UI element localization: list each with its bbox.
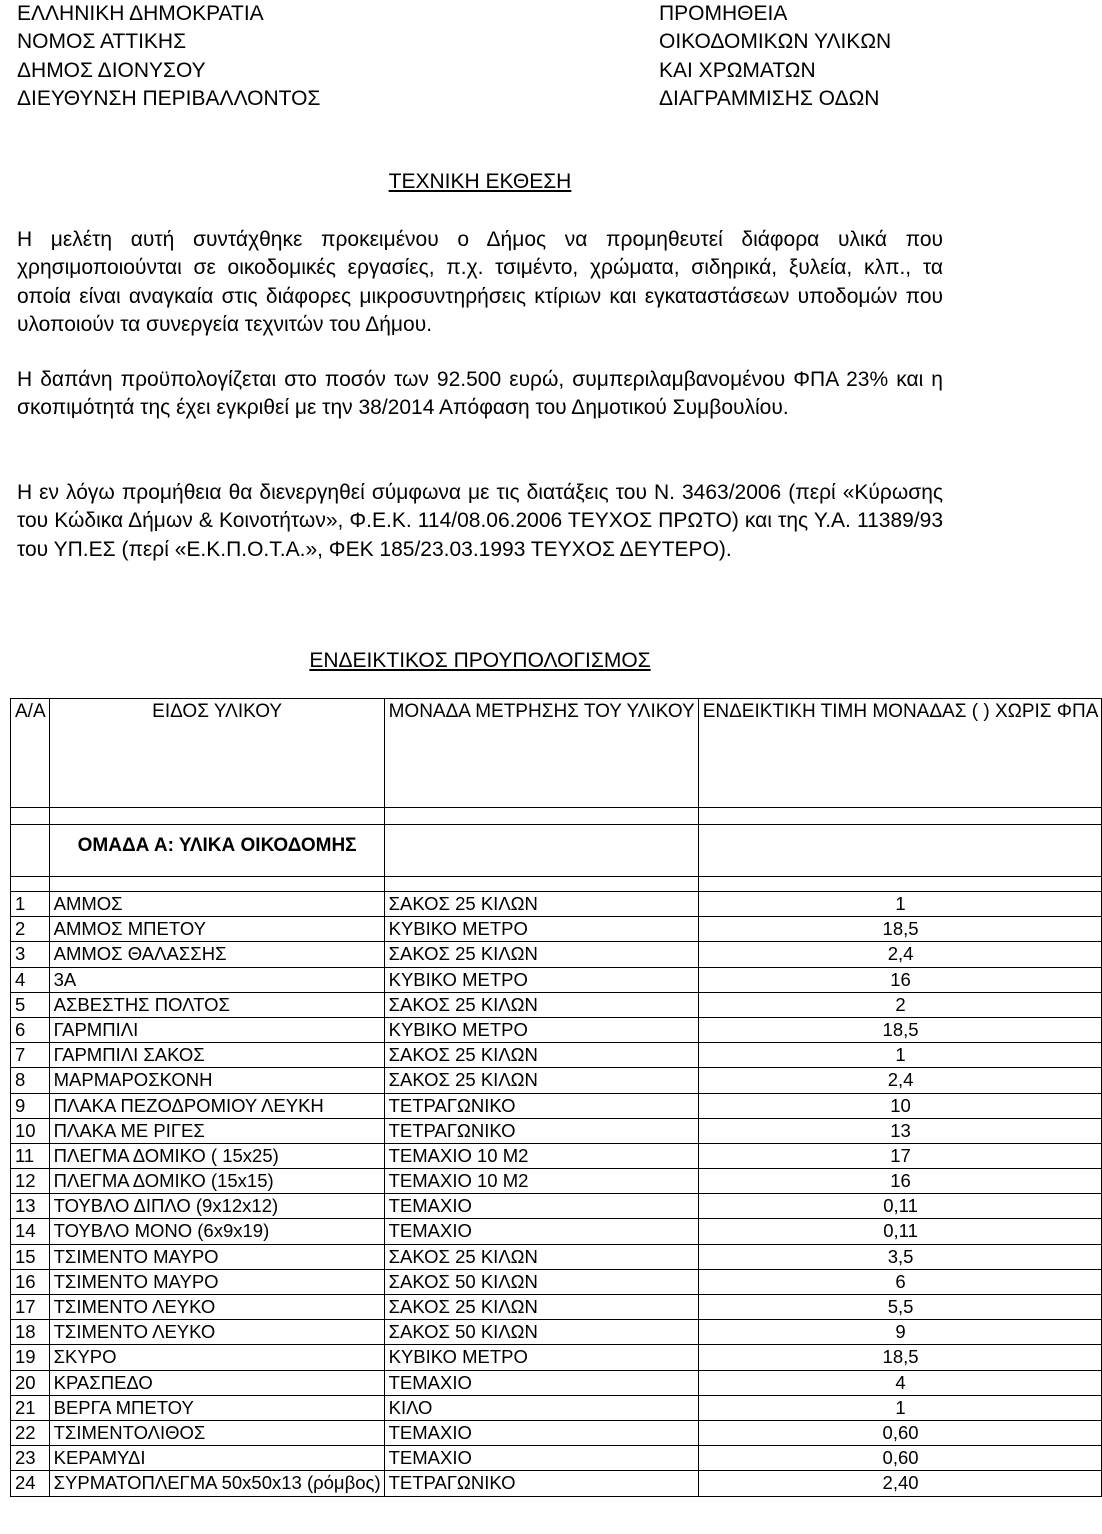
- paragraph-legal-basis: Η εν λόγω προμήθεια θα διενεργηθεί σύμφωνα με τις διατάξεις του Ν. 3463/2006 (περί «Κύρωσης του Κώδικα Δήμων & Κοινοτήτων», Φ.Ε.Κ. 114/08.06.2006 ΤΕΥΧΟΣ ΠΡΩΤΟ) και της Υ.Α. 11389/93 του ΥΠ.ΕΣ (περί «Ε.Κ.Π.Ο.Τ.Α.», ΦΕΚ 185/23.03.1993 ΤΕΥΧΟΣ ΔΕΥΤΕΡΟ).: [17, 481, 943, 561]
- row-price: 6: [698, 1269, 1102, 1294]
- issuer-line: ΔΙΕΥΘΥΝΣΗ ΠΕΡΙΒΑΛΛΟΝΤΟΣ: [17, 86, 321, 110]
- row-price: 18,5: [698, 1017, 1102, 1042]
- row-number: 10: [11, 1118, 50, 1143]
- row-material: ΜΑΡΜΑΡΟΣΚΟΝΗ: [49, 1068, 384, 1093]
- row-unit: ΤΕΜΑΧΙΟ: [384, 1194, 698, 1219]
- header-material: ΕΙΔΟΣ ΥΛΙΚΟΥ: [49, 699, 384, 808]
- row-material: ΠΛΕΓΜΑ ΔΟΜΙΚΟ (15x15): [49, 1169, 384, 1194]
- header-aa: Α/Α: [11, 699, 50, 808]
- row-number: 11: [11, 1143, 50, 1168]
- paragraph-cost: Η δαπάνη προϋπολογίζεται στο ποσόν των 92.500 ευρώ, συμπεριλαμβανομένου ΦΠΑ 23% και η σκοπιμότητά της έχει εγκριθεί με την 38/2014 Απόφαση του Δημοτικού Συμβουλίου.: [17, 368, 943, 420]
- table-row: [11, 1194, 1102, 1219]
- table-row: [11, 992, 1102, 1017]
- table-row: [11, 1395, 1102, 1420]
- budget-title: ΕΝΔΕΙΚΤΙΚΟΣ ΠΡΟΥΠΟΛΟΓΙΣΜΟΣ: [309, 649, 651, 672]
- row-number: 12: [11, 1169, 50, 1194]
- row-number: 19: [11, 1345, 50, 1370]
- table-row: [11, 1219, 1102, 1244]
- row-material: ΣΚΥΡΟ: [49, 1345, 384, 1370]
- row-number: 16: [11, 1269, 50, 1294]
- table-header-row: [11, 699, 1102, 808]
- table-row: [11, 1017, 1102, 1042]
- row-material: ΑΜΜΟΣ: [49, 892, 384, 917]
- row-number: 6: [11, 1017, 50, 1042]
- row-unit: ΣΑΚΟΣ 25 ΚΙΛΩΝ: [384, 1068, 698, 1093]
- row-number: 22: [11, 1420, 50, 1445]
- table-row: [11, 1269, 1102, 1294]
- row-unit: ΤΕΤΡΑΓΩΝΙΚΟ: [384, 1471, 698, 1496]
- row-material: ΠΛΕΓΜΑ ΔΟΜΙΚΟ ( 15x25): [49, 1143, 384, 1168]
- spacer-row: [11, 808, 1102, 825]
- report-title: ΤΕΧΝΙΚΗ ΕΚΘΕΣΗ: [388, 170, 572, 193]
- row-number: 3: [11, 942, 50, 967]
- row-price: 4: [698, 1370, 1102, 1395]
- row-unit: ΤΕΜΑΧΙΟ 10 Μ2: [384, 1143, 698, 1168]
- row-price: 1: [698, 1043, 1102, 1068]
- row-material: ΑΜΜΟΣ ΘΑΛΑΣΣΗΣ: [49, 942, 384, 967]
- issuer-block: [17, 0, 457, 113]
- row-number: 5: [11, 992, 50, 1017]
- row-number: 17: [11, 1295, 50, 1320]
- row-material: ΒΕΡΓΑ ΜΠΕΤΟΥ: [49, 1395, 384, 1420]
- row-price: 2: [698, 992, 1102, 1017]
- row-unit: ΚΥΒΙΚΟ ΜΕΤΡΟ: [384, 967, 698, 992]
- row-unit: ΤΕΜΑΧΙΟ 10 Μ2: [384, 1169, 698, 1194]
- group-row: [11, 825, 1102, 877]
- row-price: 13: [698, 1118, 1102, 1143]
- table-row: [11, 917, 1102, 942]
- subject-line: ΔΙΑΓΡΑΜΜΙΣΗΣ ΟΔΩΝ: [659, 86, 880, 110]
- row-number: 21: [11, 1395, 50, 1420]
- row-material: ΚΕΡΑΜΥΔΙ: [49, 1446, 384, 1471]
- row-price: 0,11: [698, 1194, 1102, 1219]
- row-unit: ΣΑΚΟΣ 25 ΚΙΛΩΝ: [384, 1043, 698, 1068]
- row-price: 1: [698, 892, 1102, 917]
- table-row: [11, 1471, 1102, 1496]
- row-unit: ΚΥΒΙΚΟ ΜΕΤΡΟ: [384, 917, 698, 942]
- row-price: 17: [698, 1143, 1102, 1168]
- row-unit: ΤΕΤΡΑΓΩΝΙΚΟ: [384, 1118, 698, 1143]
- table-row: [11, 942, 1102, 967]
- spacer-row: [11, 877, 1102, 892]
- row-price: 1: [698, 1395, 1102, 1420]
- table-row: [11, 1093, 1102, 1118]
- row-number: 24: [11, 1471, 50, 1496]
- row-number: 15: [11, 1244, 50, 1269]
- row-material: ΤΣΙΜΕΝΤΟ ΛΕΥΚΟ: [49, 1295, 384, 1320]
- row-number: 8: [11, 1068, 50, 1093]
- subject-line: ΠΡΟΜΗΘΕΙΑ: [659, 2, 788, 25]
- issuer-line: ΕΛΛΗΝΙΚΗ ΔΗΜΟΚΡΑΤΙΑ: [17, 2, 264, 25]
- row-number: 2: [11, 917, 50, 942]
- row-price: 0,60: [698, 1446, 1102, 1471]
- row-price: 3,5: [698, 1244, 1102, 1269]
- row-unit: ΚΙΛΟ: [384, 1395, 698, 1420]
- row-unit: ΤΕΜΑΧΙΟ: [384, 1219, 698, 1244]
- row-unit: ΚΥΒΙΚΟ ΜΕΤΡΟ: [384, 1345, 698, 1370]
- row-unit: ΣΑΚΟΣ 50 ΚΙΛΩΝ: [384, 1320, 698, 1345]
- row-price: 18,5: [698, 1345, 1102, 1370]
- row-number: 20: [11, 1370, 50, 1395]
- row-number: 4: [11, 967, 50, 992]
- row-material: ΤΣΙΜΕΝΤΟΛΙΘΟΣ: [49, 1420, 384, 1445]
- row-number: 9: [11, 1093, 50, 1118]
- row-material: ΤΟΥΒΛΟ ΔΙΠΛΟ (9x12x12): [49, 1194, 384, 1219]
- row-material: ΚΡΑΣΠΕΔΟ: [49, 1370, 384, 1395]
- row-price: 9: [698, 1320, 1102, 1345]
- row-unit: ΤΕΤΡΑΓΩΝΙΚΟ: [384, 1093, 698, 1118]
- row-material: ΤΣΙΜΕΝΤΟ ΜΑΥΡΟ: [49, 1244, 384, 1269]
- budget-table: [10, 698, 1102, 1497]
- row-number: 18: [11, 1320, 50, 1345]
- row-price: 2,40: [698, 1471, 1102, 1496]
- row-unit: ΣΑΚΟΣ 25 ΚΙΛΩΝ: [384, 942, 698, 967]
- row-material: ΠΛΑΚΑ ΠΕΖΟΔΡΟΜΙΟΥ ΛΕΥΚΗ: [49, 1093, 384, 1118]
- row-price: 16: [698, 1169, 1102, 1194]
- row-price: 16: [698, 967, 1102, 992]
- row-price: 2,4: [698, 942, 1102, 967]
- issuer-line: ΝΟΜΟΣ ΑΤΤΙΚΗΣ: [17, 30, 187, 54]
- table-row: [11, 1446, 1102, 1471]
- table-row: [11, 1043, 1102, 1068]
- row-unit: ΣΑΚΟΣ 25 ΚΙΛΩΝ: [384, 1244, 698, 1269]
- row-material: ΑΣΒΕΣΤΗΣ ΠΟΛΤΟΣ: [49, 992, 384, 1017]
- row-unit: ΣΑΚΟΣ 50 ΚΙΛΩΝ: [384, 1269, 698, 1294]
- table-row: [11, 1320, 1102, 1345]
- table-row: [11, 1169, 1102, 1194]
- row-number: 1: [11, 892, 50, 917]
- row-price: 2,4: [698, 1068, 1102, 1093]
- row-material: ΓΑΡΜΠΙΛΙ ΣΑΚΟΣ: [49, 1043, 384, 1068]
- header-unit: ΜΟΝΑΔΑ ΜΕΤΡΗΣΗΣ ΤΟΥ ΥΛΙΚΟΥ: [384, 699, 698, 808]
- subject-block: [659, 0, 959, 113]
- row-material: ΓΑΡΜΠΙΛΙ: [49, 1017, 384, 1042]
- row-unit: ΣΑΚΟΣ 25 ΚΙΛΩΝ: [384, 892, 698, 917]
- table-row: [11, 1370, 1102, 1395]
- row-number: 7: [11, 1043, 50, 1068]
- table-row: [11, 892, 1102, 917]
- row-number: 23: [11, 1446, 50, 1471]
- row-number: 14: [11, 1219, 50, 1244]
- row-price: 0,11: [698, 1219, 1102, 1244]
- row-price: 5,5: [698, 1295, 1102, 1320]
- row-material: 3Α: [49, 967, 384, 992]
- table-row: [11, 1295, 1102, 1320]
- row-unit: ΤΕΜΑΧΙΟ: [384, 1420, 698, 1445]
- table-row: [11, 1068, 1102, 1093]
- row-material: ΠΛΑΚΑ ΜΕ ΡΙΓΕΣ: [49, 1118, 384, 1143]
- subject-line: ΟΙΚΟΔΟΜΙΚΩΝ ΥΛΙΚΩΝ: [659, 30, 892, 54]
- row-price: 0,60: [698, 1420, 1102, 1445]
- issuer-line: ΔΗΜΟΣ ΔΙΟΝΥΣΟΥ: [17, 58, 206, 82]
- row-price: 10: [698, 1093, 1102, 1118]
- row-unit: ΚΥΒΙΚΟ ΜΕΤΡΟ: [384, 1017, 698, 1042]
- row-material: ΤΟΥΒΛΟ ΜΟΝΟ (6x9x19): [49, 1219, 384, 1244]
- row-unit: ΤΕΜΑΧΙΟ: [384, 1370, 698, 1395]
- row-unit: ΣΑΚΟΣ 25 ΚΙΛΩΝ: [384, 1295, 698, 1320]
- row-material: ΣΥΡΜΑΤΟΠΛΕΓΜΑ 50x50x13 (ρόμβος): [49, 1471, 384, 1496]
- table-row: [11, 1244, 1102, 1269]
- table-row: [11, 1118, 1102, 1143]
- header-price: ΕΝΔΕΙΚΤΙΚΗ ΤΙΜΗ ΜΟΝΑΔΑΣ ( ) ΧΩΡΙΣ ΦΠΑ: [698, 699, 1102, 808]
- row-material: ΤΣΙΜΕΝΤΟ ΜΑΥΡΟ: [49, 1269, 384, 1294]
- table-row: [11, 1420, 1102, 1445]
- group-title: ΟΜΑΔΑ Α: ΥΛΙΚΑ ΟΙΚΟΔΟΜΗΣ: [49, 825, 384, 877]
- paragraph-purpose: Η μελέτη αυτή συντάχθηκε προκειμένου ο Δήμος να προμηθευτεί διάφορα υλικά που χρησιμοποιούνται σε οικοδομικές εργασίες, π.χ. τσιμέντο, χρώματα, σιδηρικά, ξυλεία, κλπ., τα οποία είναι αναγκαία στις διάφορες μικροσυντηρήσεις κτίριων και εγκαταστάσεων υποδομών που υλοποιούν τα συνεργεία τεχνιτών του Δήμου.: [17, 228, 943, 336]
- table-row: [11, 1345, 1102, 1370]
- row-price: 18,5: [698, 917, 1102, 942]
- row-unit: ΤΕΜΑΧΙΟ: [384, 1446, 698, 1471]
- row-material: ΑΜΜΟΣ ΜΠΕΤΟΥ: [49, 917, 384, 942]
- subject-line: ΚΑΙ ΧΡΩΜΑΤΩΝ: [659, 58, 816, 82]
- table-row: [11, 967, 1102, 992]
- row-material: ΤΣΙΜΕΝΤΟ ΛΕΥΚΟ: [49, 1320, 384, 1345]
- row-unit: ΣΑΚΟΣ 25 ΚΙΛΩΝ: [384, 992, 698, 1017]
- table-row: [11, 1143, 1102, 1168]
- row-number: 13: [11, 1194, 50, 1219]
